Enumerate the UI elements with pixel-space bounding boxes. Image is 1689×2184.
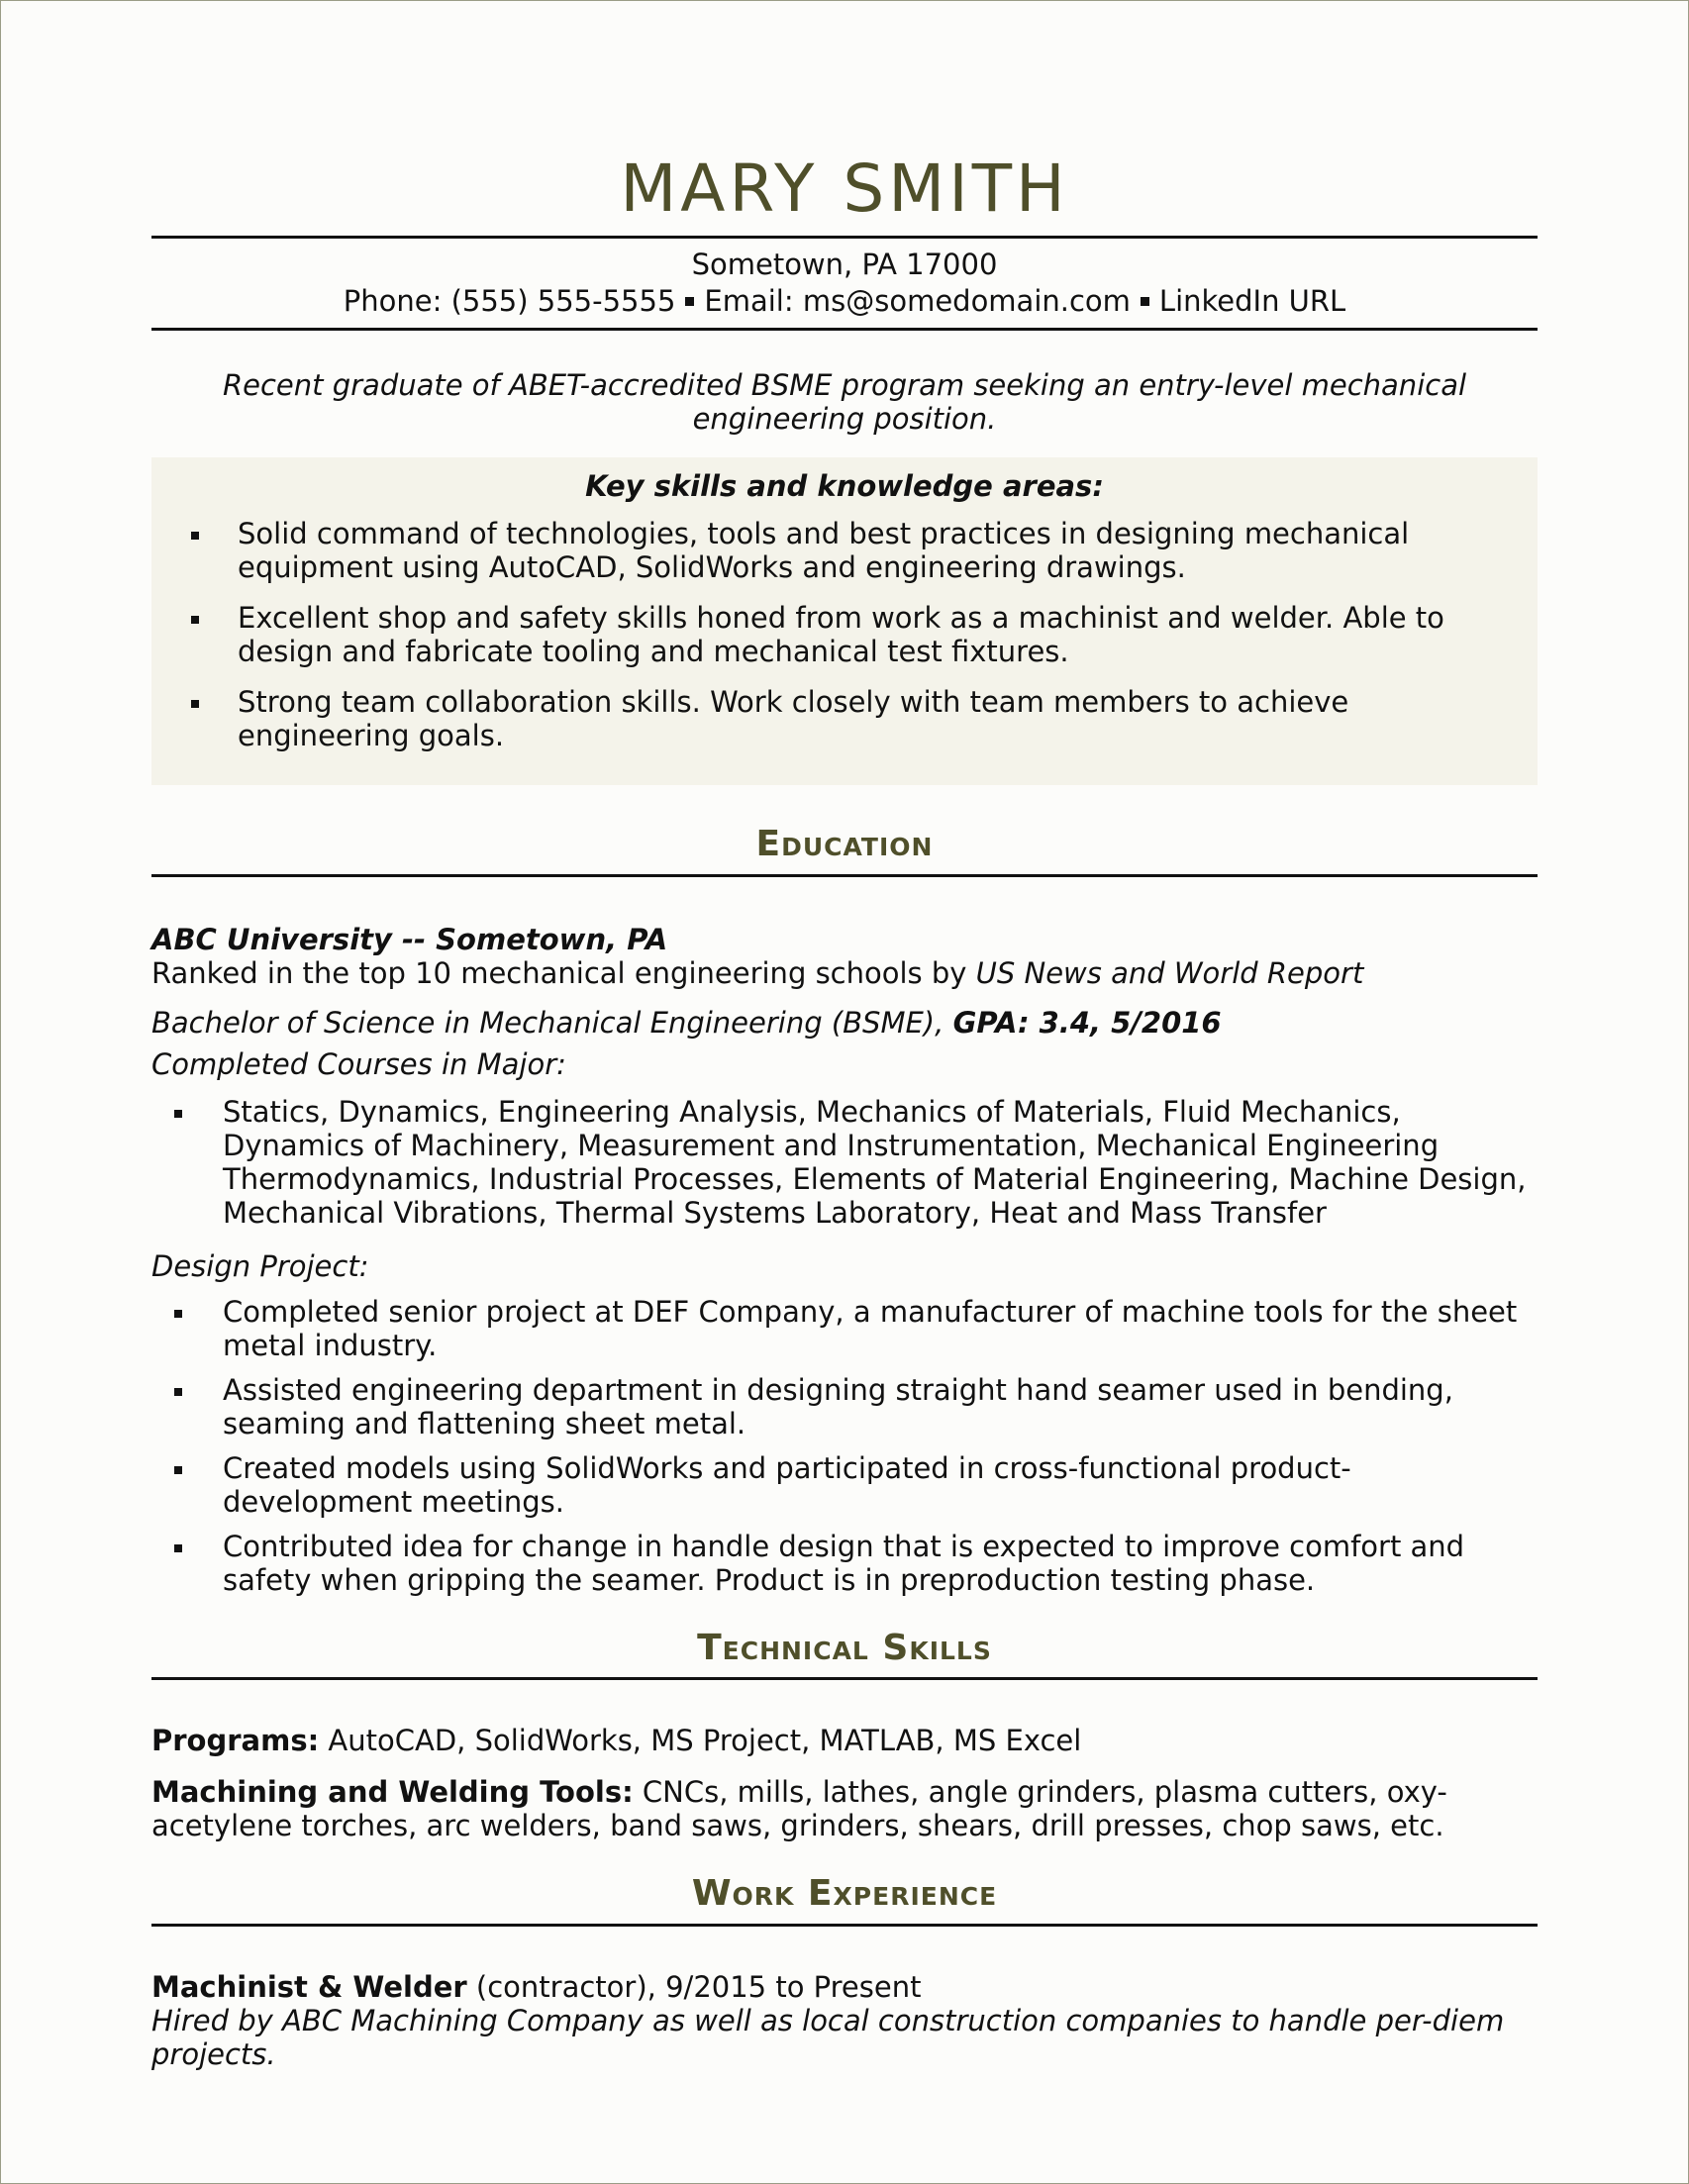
design-project-label: Design Project: [151, 1248, 369, 1283]
school-ranking [151, 956, 1538, 990]
work-experience-section [151, 1970, 1538, 2071]
job-line [151, 1970, 1538, 2004]
resume-document [151, 139, 1538, 2071]
programs-label: Programs: [151, 1724, 320, 1758]
tools-label: Machining and Welding Tools: [151, 1775, 634, 1810]
ranking-source: US News and World Report [975, 955, 1364, 990]
summary-statement: Recent graduate of ABET-accredited BSME program seeking an entry-level mechanical engineering position. [222, 368, 1467, 436]
degree-name: Bachelor of Science in Mechanical Engineering (BSME), [151, 1005, 944, 1040]
ranking-text: Ranked in the top 10 mechanical engineering schools by [151, 955, 976, 990]
key-skills-title: Key skills and knowledge areas: [585, 469, 1104, 503]
courses-label: Completed Courses in Major: [151, 1046, 566, 1081]
degree-line [151, 1006, 1538, 1040]
gpa-date: GPA: 3.4, 5/2016 [952, 1005, 1222, 1040]
project-item: Created models using SolidWorks and participated in cross-functional product-development meetings. [151, 1451, 1538, 1519]
work-experience-heading: Work Experience [691, 1873, 998, 1915]
job-title: Machinist & Welder [151, 1969, 467, 2004]
programs-value: AutoCAD, SolidWorks, MS Project, MATLAB, MS Excel [319, 1724, 1082, 1758]
project-item: Completed senior project at DEF Company, a manufacturer of machine tools for the sheet metal industry. [151, 1295, 1538, 1362]
contact-line [151, 283, 1538, 320]
school-name: ABC University -- Sometown, PA [151, 922, 668, 956]
tools-value: CNCs, mills, lathes, angle grinders, plasma cutters, oxy-acetylene torches, arc welders, band saws, grinders, shears, drill presses, chop saws, etc. [151, 1775, 1447, 1843]
programs-line [151, 1724, 1538, 1757]
tools-line [151, 1775, 1538, 1842]
key-skill-item: Solid command of technologies, tools and best practices in designing mechanical equipment using AutoCAD, SolidWorks and engineering drawings. [151, 517, 1538, 584]
courses-item: Statics, Dynamics, Engineering Analysis, Mechanics of Materials, Fluid Mechanics, Dynamics of Machinery, Measurement and Instrumentation, Mechanical Engineering Thermodynamics, Industrial Processes, Elements of Material Engineering, Machine Design, Mechanical Vibrations, Thermal Systems Laboratory, Heat and Mass Transfer [151, 1095, 1538, 1230]
header-rule-bottom [151, 328, 1538, 331]
contact-block [151, 239, 1538, 328]
education-heading: Education [755, 824, 934, 864]
project-item: Assisted engineering department in designing straight hand seamer used in bending, seaming and flattening sheet metal. [151, 1373, 1538, 1440]
key-skills-box [151, 457, 1538, 785]
phone: Phone: (555) 555-5555 [343, 284, 676, 318]
job-description: Hired by ABC Machining Company as well as local construction companies to handle per-diem projects. [151, 2003, 1505, 2071]
location: Sometown, PA 17000 [691, 248, 998, 281]
education-rule [151, 874, 1538, 877]
key-skills-list [151, 517, 1538, 752]
project-item: Contributed idea for change in handle design that is expected to improve comfort and safety when gripping the seamer. Product is in preproduction testing phase. [151, 1530, 1538, 1597]
technical-skills-heading: Technical Skills [697, 1627, 992, 1668]
technical-skills-rule [151, 1677, 1538, 1680]
separator-square-icon [1141, 297, 1149, 306]
candidate-name: MARY SMITH [620, 150, 1069, 227]
email[interactable]: Email: ms@somedomain.com [704, 284, 1131, 318]
technical-skills-section [151, 1724, 1538, 1842]
key-skill-item: Excellent shop and safety skills honed from work as a machinist and welder. Able to design and fabricate tooling and mechanical test fixtures. [151, 601, 1538, 668]
key-skill-item: Strong team collaboration skills. Work closely with team members to achieve engineering goals. [151, 685, 1538, 752]
job-meta: (contractor), 9/2015 to Present [466, 1969, 922, 2004]
linkedin-link[interactable]: LinkedIn URL [1158, 284, 1346, 318]
education-section [151, 923, 1538, 1597]
separator-square-icon [685, 297, 694, 306]
courses-list [151, 1095, 1538, 1230]
work-experience-rule [151, 1924, 1538, 1927]
design-project-list [151, 1295, 1538, 1597]
